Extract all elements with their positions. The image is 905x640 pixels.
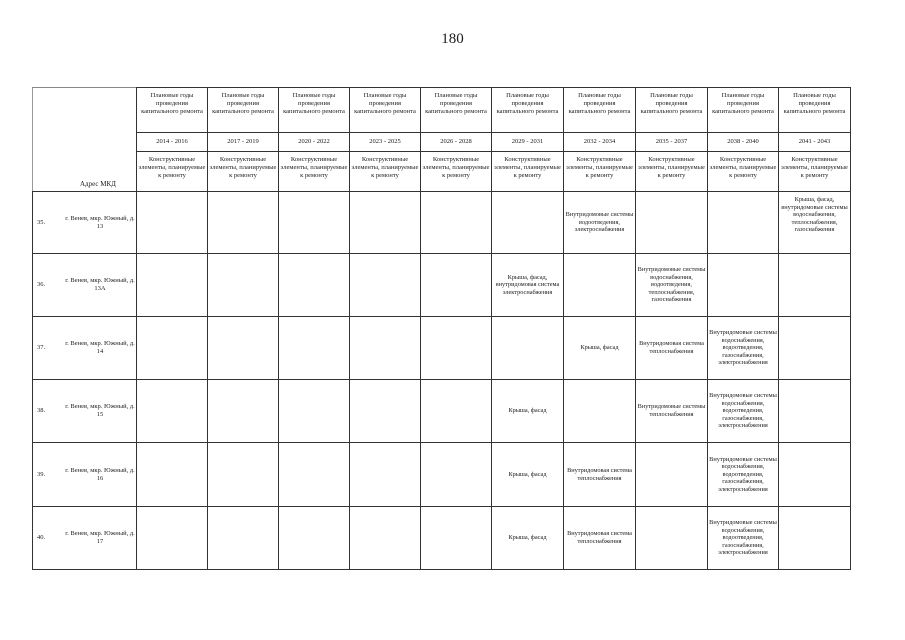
- schedule-cell: [636, 507, 708, 570]
- schedule-cell: [350, 380, 421, 443]
- schedule-cell: [137, 507, 208, 570]
- address-cell: [33, 380, 137, 443]
- elements-header: Конструктивные элементы, планируемые к ремонту: [708, 152, 779, 192]
- elements-header: Конструктивные элементы, планируемые к ремонту: [492, 152, 564, 192]
- row-number: 36.: [37, 281, 46, 288]
- row-number: 37.: [37, 344, 46, 351]
- row-number: 35.: [37, 218, 46, 226]
- schedule-cell: [779, 254, 851, 317]
- schedule-cell: [421, 443, 492, 507]
- schedule-cell: [779, 317, 851, 380]
- period-header: 2035 - 2037: [636, 133, 708, 152]
- schedule-cell: [208, 380, 279, 443]
- address-text: г. Венев, мкр. Южный, д. 14: [65, 340, 135, 355]
- elements-header: Конструктивные элементы, планируемые к ремонту: [779, 152, 851, 192]
- period-header: 2017 - 2019: [208, 133, 279, 152]
- address-cell: [33, 317, 137, 380]
- schedule-cell: [137, 443, 208, 507]
- schedule-cell: Крыша, фасад: [492, 507, 564, 570]
- schedule-cell: Внутридомовая система теплоснабжения: [564, 443, 636, 507]
- header-row-plan-years: [33, 88, 851, 133]
- schedule-cell: [279, 507, 350, 570]
- elements-header: Конструктивные элементы, планируемые к ремонту: [564, 152, 636, 192]
- row-number: 40.: [37, 534, 46, 541]
- address-text: г. Венев, мкр. Южный, д. 16: [65, 466, 135, 482]
- schedule-cell: [350, 443, 421, 507]
- plan-years-header: Плановые годы проведения капитального ремонта: [492, 88, 564, 133]
- schedule-cell: Внутридомовая система теплоснабжения: [564, 507, 636, 570]
- schedule-cell: [279, 380, 350, 443]
- address-header-label: Адрес МКД: [80, 180, 116, 188]
- schedule-cell: [208, 507, 279, 570]
- schedule-cell: [279, 192, 350, 254]
- address-cell: [33, 443, 137, 507]
- period-header: 2026 - 2028: [421, 133, 492, 152]
- schedule-cell: [421, 507, 492, 570]
- page-number: 180: [441, 31, 464, 47]
- period-header: 2029 - 2031: [492, 133, 564, 152]
- schedule-cell: Крыша, фасад: [492, 380, 564, 443]
- table-row: [33, 507, 851, 570]
- schedule-cell: [708, 192, 779, 254]
- plan-years-header: Плановые годы проведения капитального ремонта: [350, 88, 421, 133]
- schedule-cell: [279, 443, 350, 507]
- elements-header: Конструктивные элементы, планируемые к ремонту: [421, 152, 492, 192]
- address-cell: [33, 507, 137, 570]
- schedule-cell: [421, 380, 492, 443]
- header-row-elements: [33, 152, 851, 192]
- address-text: г. Венев, мкр. Южный, д. 15: [65, 403, 135, 418]
- elements-header: Конструктивные элементы, планируемые к ремонту: [279, 152, 350, 192]
- period-header: 2014 - 2016: [137, 133, 208, 152]
- schedule-cell: [421, 317, 492, 380]
- schedule-cell: Внутридомовые системы водоотведения, электроснабжения: [564, 192, 636, 254]
- plan-years-header: Плановые годы проведения капитального ремонта: [564, 88, 636, 133]
- schedule-cell: [279, 254, 350, 317]
- schedule-cell: [137, 254, 208, 317]
- schedule-cell: [564, 254, 636, 317]
- schedule-cell: [279, 317, 350, 380]
- schedule-cell: [208, 254, 279, 317]
- address-text: г. Венев, мкр. Южный, д. 17: [65, 530, 135, 545]
- schedule-cell: [492, 192, 564, 254]
- plan-years-header: Плановые годы проведения капитального ремонта: [421, 88, 492, 133]
- schedule-cell: [421, 192, 492, 254]
- elements-header: Конструктивные элементы, планируемые к ремонту: [208, 152, 279, 192]
- capital-repair-schedule-table: [32, 87, 851, 570]
- schedule-cell: [564, 380, 636, 443]
- schedule-cell: [779, 507, 851, 570]
- row-number: 38.: [37, 407, 46, 414]
- schedule-cell: [137, 380, 208, 443]
- address-text: г. Венев, мкр. Южный, д. 13А: [65, 277, 135, 292]
- table-row: [33, 380, 851, 443]
- schedule-cell: [708, 254, 779, 317]
- address-cell: [33, 192, 137, 254]
- plan-years-header: Плановые годы проведения капитального ремонта: [708, 88, 779, 133]
- schedule-cell: Крыша, фасад, внутридомовые системы водоснабжения, теплоснабжения, газоснабжения: [779, 192, 851, 254]
- schedule-cell: Крыша, фасад: [492, 443, 564, 507]
- header-row-periods: [33, 133, 851, 152]
- schedule-cell: [636, 192, 708, 254]
- schedule-cell: [137, 317, 208, 380]
- address-cell: [33, 254, 137, 317]
- elements-header: Конструктивные элементы, планируемые к ремонту: [636, 152, 708, 192]
- schedule-cell: [492, 317, 564, 380]
- plan-years-header: Плановые годы проведения капитального ремонта: [636, 88, 708, 133]
- elements-header: Конструктивные элементы, планируемые к ремонту: [350, 152, 421, 192]
- period-header: 2020 - 2022: [279, 133, 350, 152]
- period-header: 2038 - 2040: [708, 133, 779, 152]
- schedule-cell: [350, 254, 421, 317]
- schedule-cell: [779, 443, 851, 507]
- schedule-cell: Крыша, фасад, внутридомовая система электроснабжения: [492, 254, 564, 317]
- plan-years-header: Плановые годы проведения капитального ремонта: [137, 88, 208, 133]
- table-row: [33, 443, 851, 507]
- schedule-cell: [208, 443, 279, 507]
- schedule-cell: Внутридомовые системы водоснабжения, водоотведения, газоснабжения, электроснабжения: [708, 317, 779, 380]
- table-row: [33, 192, 851, 254]
- address-text: г. Венев, мкр. Южный, д. 13: [65, 214, 135, 230]
- period-header: 2023 - 2025: [350, 133, 421, 152]
- schedule-cell: Внутридомовые системы теплоснабжения: [636, 380, 708, 443]
- schedule-cell: Внутридомовые системы водоснабжения, водоотведения, теплоснабжения, газоснабжения: [636, 254, 708, 317]
- schedule-cell: [421, 254, 492, 317]
- schedule-cell: [137, 192, 208, 254]
- plan-years-header: Плановые годы проведения капитального ремонта: [208, 88, 279, 133]
- schedule-cell: Внутридомовая система теплоснабжения: [636, 317, 708, 380]
- schedule-cell: [208, 317, 279, 380]
- row-number: 39.: [37, 470, 46, 478]
- schedule-cell: Крыша, фасад: [564, 317, 636, 380]
- period-header: 2041 - 2043: [779, 133, 851, 152]
- schedule-cell: [350, 507, 421, 570]
- schedule-cell: [636, 443, 708, 507]
- elements-header: Конструктивные элементы, планируемые к ремонту: [137, 152, 208, 192]
- schedule-cell: [350, 192, 421, 254]
- plan-years-header: Плановые годы проведения капитального ремонта: [279, 88, 350, 133]
- address-column-header: [33, 88, 137, 192]
- schedule-cell: [208, 192, 279, 254]
- schedule-cell: Внутридомовые системы водоснабжения, водоотведения, газоснабжения, электроснабжения: [708, 380, 779, 443]
- schedule-cell: Внутридомовые системы водоснабжения, водоотведения, газоснабжения, электроснабжения: [708, 443, 779, 507]
- table-row: [33, 317, 851, 380]
- plan-years-header: Плановые годы проведения капитального ремонта: [779, 88, 851, 133]
- schedule-cell: Внутридомовые системы водоснабжения, водоотведения, газоснабжения, электроснабжения: [708, 507, 779, 570]
- period-header: 2032 - 2034: [564, 133, 636, 152]
- table-row: [33, 254, 851, 317]
- schedule-cell: [779, 380, 851, 443]
- schedule-cell: [350, 317, 421, 380]
